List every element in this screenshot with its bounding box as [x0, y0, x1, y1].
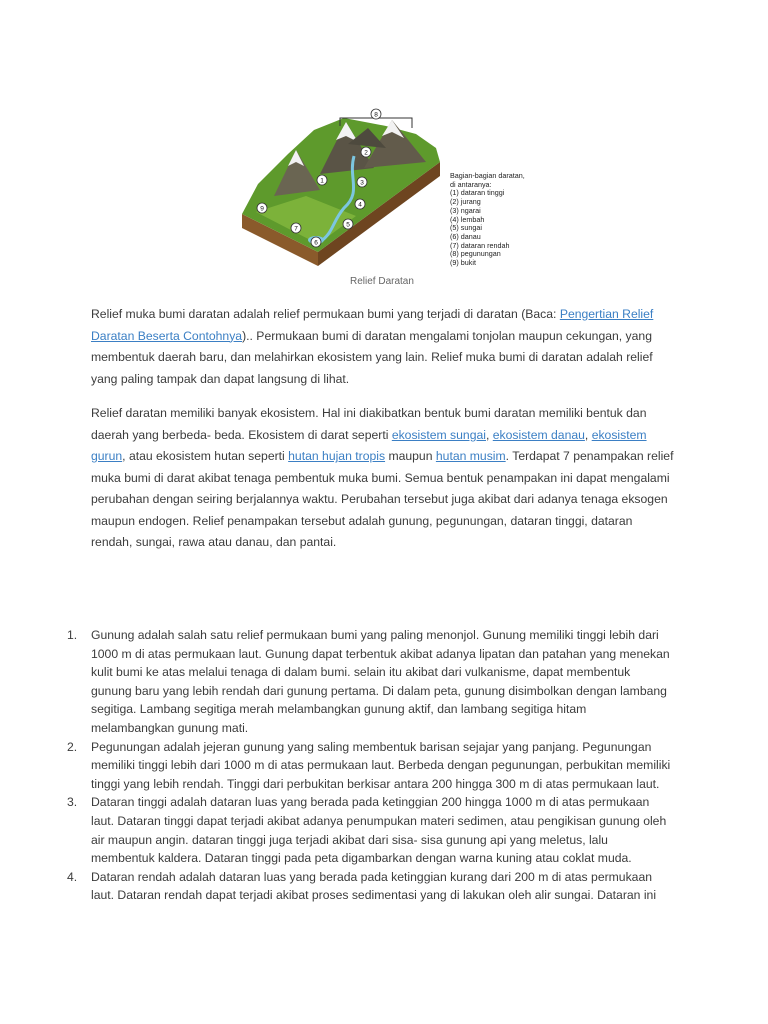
marker-7 — [291, 223, 301, 233]
marker-5 — [343, 219, 353, 229]
link-hutan-hujan-tropis[interactable]: hutan hujan tropis — [288, 449, 386, 463]
list-item — [62, 868, 672, 905]
marker-3-label: 3 — [360, 179, 364, 187]
marker-1 — [317, 175, 327, 185]
legend-item: (3) ngarai — [450, 205, 481, 215]
marker-5-label: 5 — [346, 221, 350, 229]
list-item-text: Pegunungan adalah jejeran gunung yang saling membentuk barisan sejajar yang panjang. Pegunungan memiliki tinggi lebih dari 1000 m di atas permukaan laut. Berbeda dengan pegunungan, perbukitan memiliki tinggi yang lebih rendah. Tinggi dari perbukitan berkisar antara 200 hingga 300 m di atas permukaan laut. — [91, 739, 671, 791]
legend-intro-line: di antaranya: — [450, 179, 492, 189]
link-ekosistem-danau[interactable]: ekosistem danau — [492, 427, 585, 442]
relief-figure — [236, 104, 536, 294]
legend-item: (7) dataran rendah — [450, 240, 510, 250]
list-item-number: 4. — [67, 869, 78, 884]
list-item — [62, 793, 672, 867]
marker-8 — [371, 109, 381, 119]
marker-3 — [357, 177, 367, 187]
marker-4 — [355, 199, 365, 209]
marker-8-label: 8 — [374, 111, 378, 119]
list-item-text: Gunung adalah salah satu relief permukaan bumi yang paling menonjol. Gunung memiliki tinggi lebih dari 1000 m di atas permukaan laut. Gunung dapat terbentuk akibat adanya lipatan dan patahan yang menekan kulit bumi ke atas melalui tenaga di dalam bumi. selain itu akibat dari vulkanisme, dapat membentuk gunung baru yang lebih rendah dari gunung pertama. Di dalam peta, gunung disimbolkan dengan lambang segitiga. Lambang segitiga merah melambangkan gunung aktif, dan lambang segitiga hitam melambangkan gunung mati. — [91, 628, 670, 735]
figure-legend — [450, 172, 525, 268]
marker-7-label: 7 — [294, 225, 298, 233]
marker-4-label: 4 — [358, 201, 362, 209]
legend-item: (1) dataran tinggi — [450, 188, 505, 198]
paragraph-text: , — [485, 427, 493, 442]
legend-item: (4) lembah — [450, 214, 485, 224]
marker-6 — [311, 237, 321, 247]
link-ekosistem-sungai[interactable]: ekosistem sungai — [391, 427, 486, 442]
paragraph-text: ).. Permukaan bumi di daratan mengalami tonjolan maupun cekungan, yang membentuk daerah baru, dan melahirkan ekosistem yang lain. Relief muka bumi di daratan adalah relief yang paling tampak dan dapat langsung di lihat. — [91, 328, 653, 386]
list-item — [62, 626, 672, 738]
legend-item: (6) danau — [450, 231, 481, 241]
list-item-text: Dataran rendah adalah dataran luas yang berada pada ketinggian kurang dari 200 m di atas permukaan laut. Dataran rendah dapat terjadi akibat proses sedimentasi yang di lakukan oleh alir sungai. Dataran ini — [91, 869, 657, 903]
list-item-number: 1. — [67, 628, 78, 642]
paragraph-text: , atau ekosistem hutan seperti — [122, 449, 289, 463]
figure-caption: Relief Daratan — [350, 276, 414, 287]
marker-6-label: 6 — [314, 239, 318, 247]
intro-paragraph — [91, 304, 676, 390]
list-item-number: 2. — [67, 739, 78, 754]
marker-9-label: 9 — [260, 205, 264, 213]
marker-2 — [361, 147, 371, 157]
link-pengertian-relief-daratan[interactable]: Pengertian Relief Daratan Beserta Contohnya — [91, 307, 654, 343]
legend-intro-line: Bagian-bagian daratan, — [450, 171, 525, 180]
list-item — [62, 738, 672, 794]
relief-list — [62, 626, 672, 905]
legend-item: (8) pegunungan — [450, 249, 501, 259]
paragraph-text: maupun — [385, 449, 436, 463]
list-item-text: Dataran tinggi adalah dataran luas yang berada pada ketinggian 200 hingga 1000 m di atas permukaan laut. Dataran tinggi dapat terjadi akibat adanya penumpukan materi sedimen, atau pengikisan gunung oleh air maupun angin. dataran tinggi juga terjadi akibat dari sisa- sisa gunung api yang meletus, lalu membentuk kaldera. Dataran tinggi pada peta digambarkan dengan warna kuning atau coklat muda. — [91, 795, 667, 866]
marker-9 — [257, 203, 267, 213]
paragraph-text: , — [584, 427, 592, 442]
ecosystem-paragraph — [91, 403, 676, 554]
marker-1-label: 1 — [320, 177, 324, 185]
legend-item: (5) sungai — [450, 223, 482, 233]
marker-2-label: 2 — [364, 149, 368, 157]
legend-item: (9) bukit — [450, 258, 476, 268]
list-item-number: 3. — [67, 795, 78, 810]
paragraph-text: . Terdapat 7 penampakan relief muka bumi di darat akibat tenaga pembentuk muka bumi. Semua bentuk penampakan ini dapat mengalami perubahan dengan seiring berjalannya waktu. Perubahan tersebut juga akibat dari adanya tenaga eksogen maupun endogen. Relief penampakan tersebut adalah gunung, pegunungan, dataran tinggi, dataran rendah, sungai, rawa atau danau, dan pantai. — [91, 449, 674, 549]
link-hutan-musim[interactable]: hutan musim — [435, 449, 506, 463]
paragraph-text: Relief muka bumi daratan adalah relief permukaan bumi yang terjadi di daratan (Baca: — [91, 307, 560, 321]
paragraph-text: Relief daratan memiliki banyak ekosistem. Hal ini diakibatkan bentuk bumi daratan memiliki bentuk dan daerah yang berbeda- beda. Ekosistem di darat seperti — [91, 406, 647, 442]
link-ekosistem-gurun[interactable]: ekosistem gurun — [91, 427, 647, 463]
legend-item: (2) jurang — [450, 197, 481, 207]
